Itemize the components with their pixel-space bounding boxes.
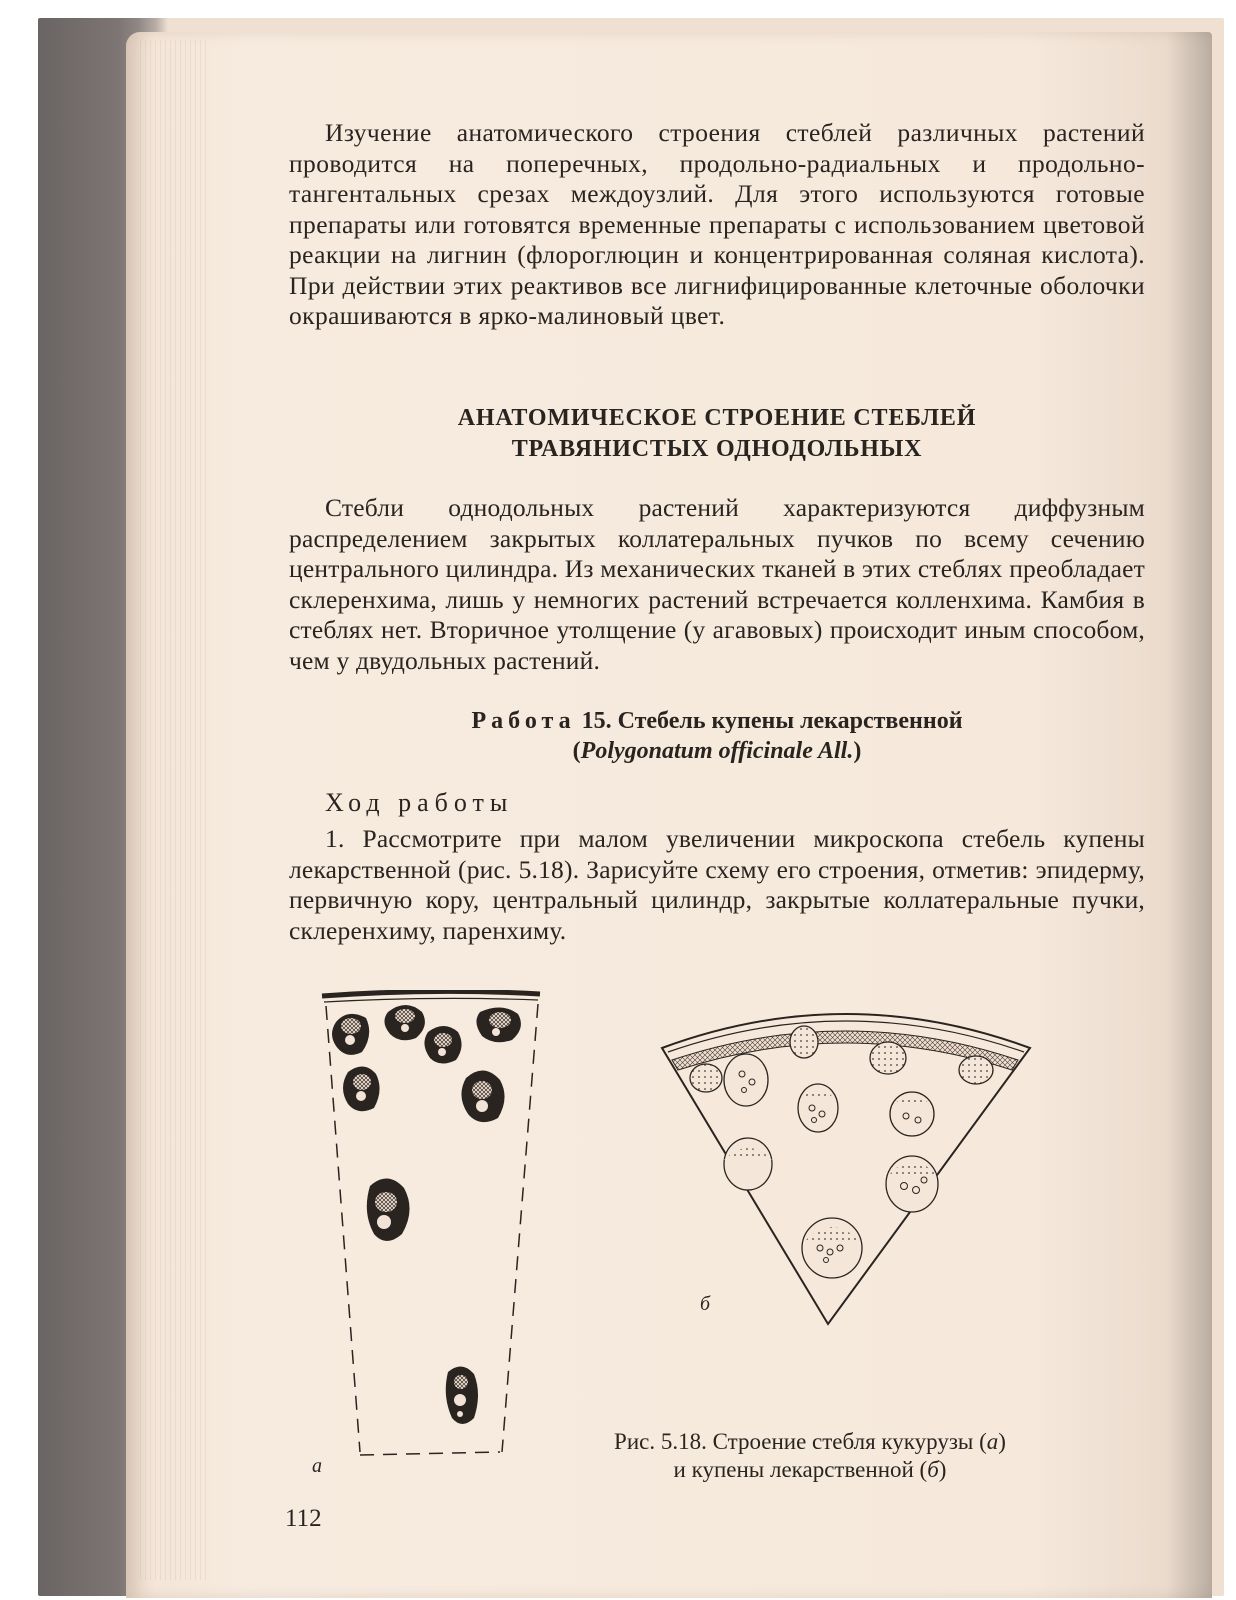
work-title-text: 15. Стебель купены лекарственной xyxy=(575,708,963,734)
corn-bundle xyxy=(461,1070,504,1122)
polygonatum-bundle xyxy=(802,1218,862,1278)
polygonatum-bundle xyxy=(724,1138,772,1190)
polygonatum-bundle xyxy=(959,1056,993,1084)
intro-paragraph: Изучение анатомического строения стеблей различных растений проводится на поперечных, продольно-радиальных и продольно-тангентальных срезах междоузлий. Для этого используются готовые препараты или готовятся временные препараты с использованием цветовой реакции на лигнин (флороглюцин и концентрированная соляная кислота). При действии этих реактивов все лигнифицированные клеточные оболочки окрашиваются в ярко-малиновый цвет. xyxy=(289,118,1145,330)
section-heading xyxy=(289,403,1145,465)
work-title-line-2 xyxy=(289,736,1145,766)
section-heading-line-2: ТРАВЯНИСТЫХ ОДНОДОЛЬНЫХ xyxy=(511,436,923,462)
caption-paren: ) xyxy=(938,1457,947,1482)
corn-bundle xyxy=(424,1026,461,1064)
caption-paren: ) xyxy=(998,1429,1006,1454)
figure-label-b: б xyxy=(700,1293,711,1315)
caption-letter-b: б xyxy=(927,1457,939,1482)
caption-line-2-text: и купены лекарственной ( xyxy=(673,1457,928,1482)
polygonatum-bundle xyxy=(798,1084,838,1132)
corn-bundle xyxy=(446,1366,478,1424)
figure-a-corn-stem xyxy=(318,990,548,1480)
caption-line-1 xyxy=(560,1428,1060,1456)
polygonatum-bundle xyxy=(890,1092,934,1136)
page-stack-edge xyxy=(140,40,210,1580)
polygonatum-bundle xyxy=(690,1064,722,1092)
section-heading-line-1: АНАТОМИЧЕСКОЕ СТРОЕНИЕ СТЕБЛЕЙ xyxy=(457,405,977,431)
page-number: 112 xyxy=(285,1505,322,1532)
monocot-paragraph: Стебли однодольных растений характеризуются диффузным распределением закрытых коллатеральных пучков по всему сечению центрального цилиндра. Из механических тканей в этих стеблях преобладает склеренхима, лишь у немногих растений встречается колленхима. Камбия в стеблях нет. Вторичное утолщение (у агавовых) происходит иным способом, чем у двудольных растений. xyxy=(289,493,1145,675)
procedure-label: Ход работы xyxy=(325,788,514,817)
caption-line-2 xyxy=(560,1456,1060,1484)
task-paragraph: 1. Рассмотрите при малом увеличении микроскопа стебель купены лекарственной (рис. 5.18). Зарисуйте схему его строения, отметив: эпидерму, первичную кору, центральный цилиндр, закрытые коллатеральные пучки, склеренхиму, паренхиму. xyxy=(289,824,1145,945)
corn-bundle xyxy=(343,1066,380,1111)
latin-paren-close: ) xyxy=(853,738,862,764)
polygonatum-bundle xyxy=(870,1042,906,1074)
work-title xyxy=(289,706,1145,766)
corn-bundle xyxy=(476,1007,520,1042)
polygonatum-bundle xyxy=(724,1054,768,1106)
caption-letter-a: а xyxy=(986,1429,999,1454)
caption-line-1-text: Рис. 5.18. Строение стебля кукурузы ( xyxy=(614,1429,987,1454)
corn-bundle xyxy=(384,1005,424,1040)
polygonatum-bundle xyxy=(790,1026,818,1058)
latin-name: Polygonatum officinale All. xyxy=(580,738,854,764)
polygonatum-bundle xyxy=(886,1156,938,1212)
latin-paren-open: ( xyxy=(572,738,581,764)
corn-bundle xyxy=(332,1014,369,1055)
figure-label-a: а xyxy=(312,1455,322,1477)
figure-caption xyxy=(560,1428,1060,1484)
work-word: Работа xyxy=(471,708,576,734)
corn-bundle xyxy=(367,1178,410,1241)
figure-b-polygonatum-stem xyxy=(660,990,1035,1330)
work-title-line-1 xyxy=(289,706,1145,736)
